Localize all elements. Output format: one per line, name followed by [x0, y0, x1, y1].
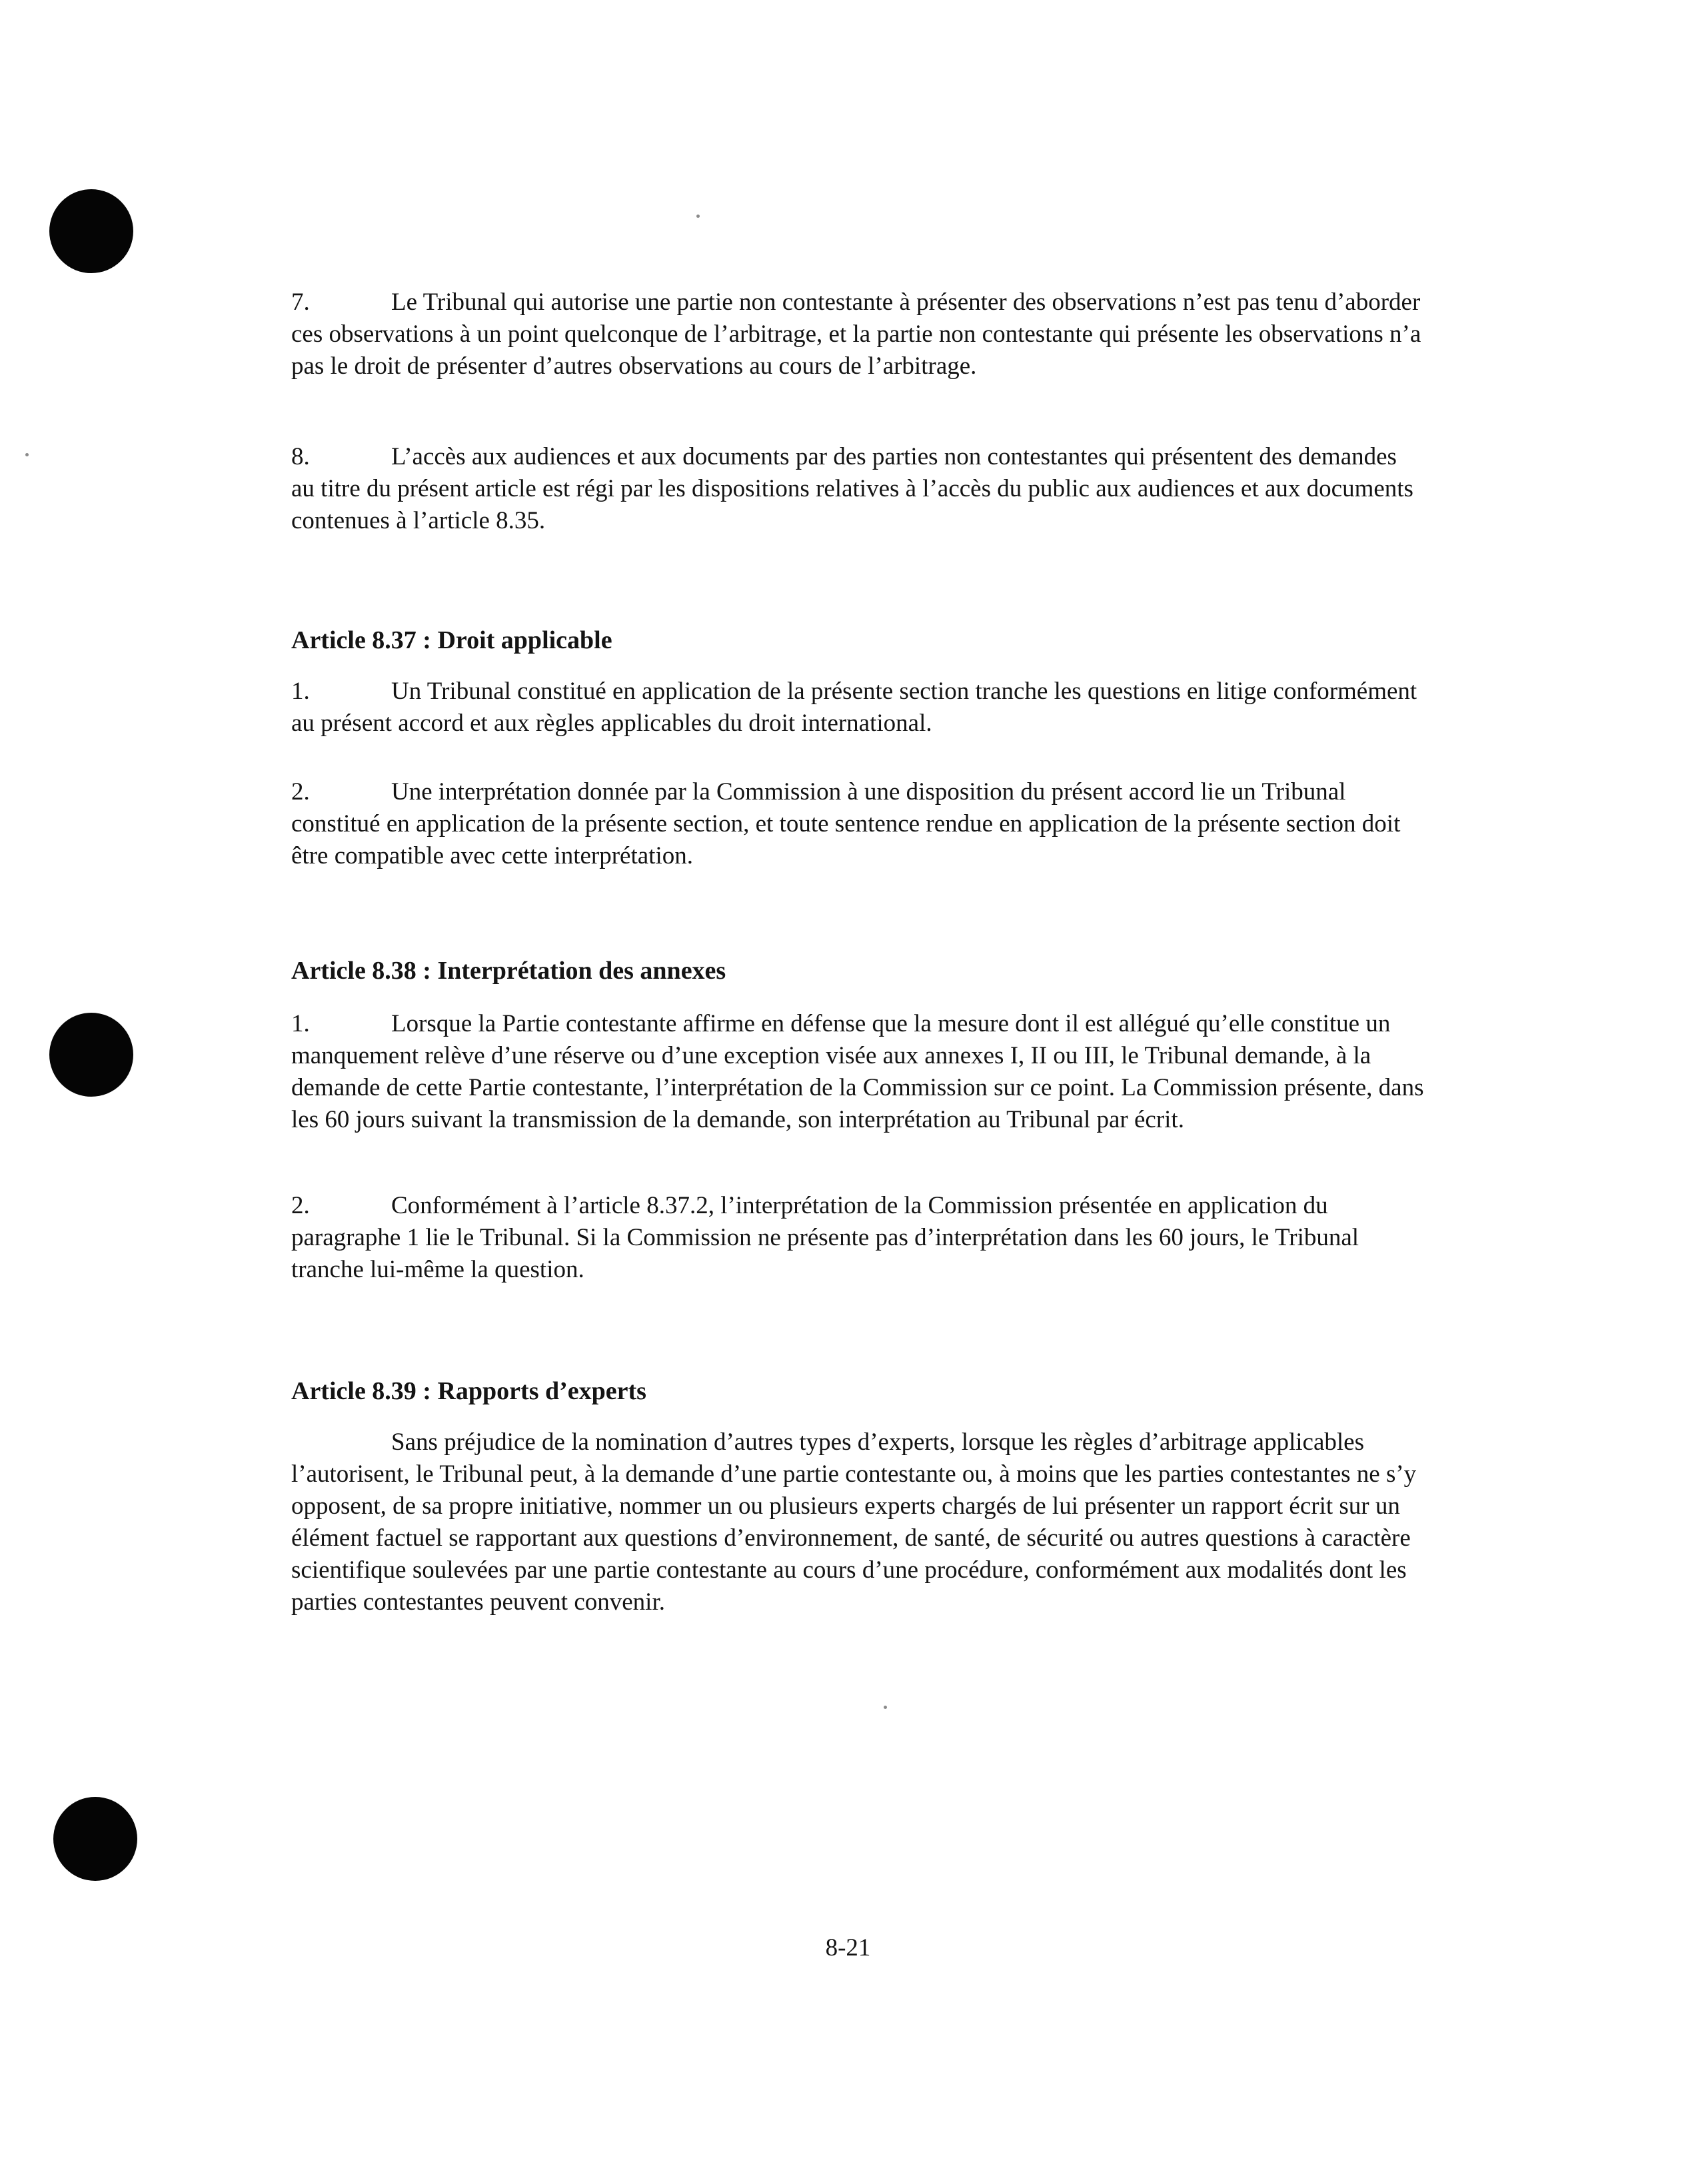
- article-8-39-heading: Article 8.39 : Rapports d’experts: [291, 1377, 646, 1405]
- paragraph-number: 1.: [291, 678, 310, 705]
- punch-hole-bottom: [53, 1797, 137, 1881]
- punch-hole-top: [49, 189, 133, 273]
- paragraph-text: Sans préjudice de la nomination d’autres types d’experts, lorsque les règles d’arbitrage applicables l’autorisent, le Tribunal peut, à la demande d’une partie contestante ou, à moins que les parties contestantes ne s’y opposent, de sa propre initiative, nommer un ou plusieurs experts chargés de lui présenter un rapport écrit sur un élément factuel se rapportant aux questions d’environnement, de santé, de sécurité ou autres questions à caractère scientifique soulevées par une partie contestante au cours d’une procédure, conformément aux modalités dont les parties contestantes peuvent convenir.: [291, 1428, 1417, 1616]
- article-8-38-paragraph-1: [291, 1008, 1424, 1136]
- paragraph-7: [291, 286, 1424, 382]
- scan-speck: [696, 215, 700, 218]
- paragraph-number: 1.: [291, 1010, 310, 1037]
- paragraph-8: [291, 441, 1424, 537]
- paragraph-number: 2.: [291, 778, 310, 806]
- paragraph-number: 8.: [291, 443, 310, 470]
- paragraph-number: 2.: [291, 1192, 310, 1219]
- paragraph-text: Une interprétation donnée par la Commission à une disposition du présent accord lie un Tribunal constitué en application de la présente section, et toute sentence rendue en application de la présente section doit être compatible avec cette interprétation.: [291, 778, 1401, 869]
- page-number: 8-21: [825, 1934, 871, 1961]
- article-8-38-paragraph-2: [291, 1190, 1424, 1286]
- article-8-37-heading: Article 8.37 : Droit applicable: [291, 626, 612, 654]
- article-8-37-paragraph-1: [291, 676, 1424, 740]
- paragraph-number: 7.: [291, 288, 310, 316]
- paragraph-text: Lorsque la Partie contestante affirme en défense que la mesure dont il est allégué qu’elle constitue un manquement relève d’une réserve ou d’une exception visée aux annexes I, II ou III, le Tribunal demande, à la demande de cette Partie contestante, l’interprétation de la Commission sur ce point. La Commission présente, dans les 60 jours suivant la transmission de la demande, son interprétation au Tribunal par écrit.: [291, 1010, 1424, 1133]
- scan-speck: [25, 453, 29, 456]
- paragraph-text: Un Tribunal constitué en application de la présente section tranche les questions en litige conformément au présent accord et aux règles applicables du droit international.: [291, 678, 1417, 737]
- article-8-38-heading: Article 8.38 : Interprétation des annexes: [291, 957, 726, 985]
- article-8-37-paragraph-2: [291, 776, 1424, 872]
- paragraph-text: L’accès aux audiences et aux documents par des parties non contestantes qui présentent des demandes au titre du présent article est régi par les dispositions relatives à l’accès du public aux audiences et aux documents contenues à l’article 8.35.: [291, 443, 1413, 534]
- scan-speck: [884, 1706, 887, 1709]
- paragraph-text: Conformément à l’article 8.37.2, l’interprétation de la Commission présentée en application du paragraphe 1 lie le Tribunal. Si la Commission ne présente pas d’interprétation dans les 60 jours, le Tribunal tranche lui-même la question.: [291, 1192, 1359, 1283]
- article-8-39-paragraph: [291, 1426, 1424, 1618]
- paragraph-text: Le Tribunal qui autorise une partie non contestante à présenter des observations n’est pas tenu d’aborder ces observations à un point quelconque de l’arbitrage, et la partie non contestante qui présente les observations n’a pas le droit de présenter d’autres observations au cours de l’arbitrage.: [291, 288, 1421, 380]
- punch-hole-middle: [49, 1013, 133, 1097]
